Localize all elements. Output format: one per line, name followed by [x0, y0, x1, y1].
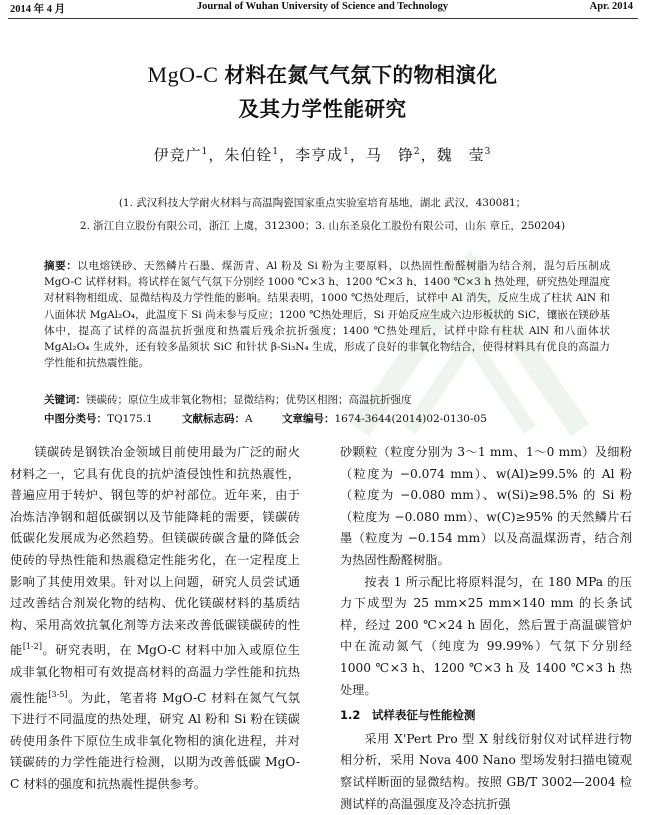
article-id: 文章编号：1674-3644(2014)02-0130-05 — [281, 413, 487, 425]
citation[interactable]: [3-5] — [48, 689, 68, 699]
affiliation-line1: (1. 武汉科技大学耐火材料与高温陶瓷国家重点实验室培育基地，湖北 武汉，430081； — [118, 197, 527, 209]
abstract-text: 以电熔镁砂、天然鳞片石墨、煤沥青、Al 粉及 Si 粉为主要原料，以热固性酚醛树脂为结合剂，混匀后压制成 MgO-C 试样材料。将试样在氮气气氛下分别经 1000 ℃×3 h、1200 ℃×3 h、1400 ℃×3 h 热处理，研究热处理温度对材料物相组成、显微结构及力学性能的影响。结果表明，1000 ℃热处理后，试样中 Al 消失，反应生成了柱状 AlN 和八面体状 MgAl₂O₄，此温度下 Si 尚未参与反应；1200 ℃热处理后，Si 开始反应生成六边形板状的 SiC，镶嵌在镁砂基体中，提高了试样的高温抗折强度和热震后残余抗折强度；1400 ℃热处理后，试样中除有柱状 AlN 和八面体状 MgAl₂O₄ 生成外，还有较多晶须状 SiC 和针状 β-Si₃N₄ 生成，形成了良好的非氧化物结合，使得材料具有优良的高温力学性能和抗热震性能。 — [44, 260, 611, 370]
materials-paragraph: 砂颗粒（粒度分别为 3～1 mm、1～0 mm）及细粉（粒度为 −0.074 mm）、w(Al)≥99.5% 的 Al 粉（粒度为 −0.080 mm）、w(Si)≥98.5% 的 Si 粉（粒度为 −0.080 mm）、w(C)≥95% 的天然鳞片石墨（粒度为 −0.154 mm）以及高温煤沥青，结合剂为热固性酚醛树脂。 — [340, 445, 632, 567]
author: 伊竞广$^1$， — [153, 146, 225, 164]
procedure-paragraph: 按表 1 所示配比将原料混匀，在 180 MPa 的压力下成型为 25 mm×25 mm×140 mm 的长条试样，经过 200 ℃×24 h 固化，然后置于高温碳管炉中在流动氮气（纯度为 99.99%）气氛下分别经 1000 ℃×3 h、1200 ℃×3 h 及 1400 ℃×3 h 热处理。 — [340, 574, 632, 697]
section-heading: 1.2 试样表征与性能检测 — [340, 708, 476, 723]
body-column-right — [340, 442, 632, 815]
author: 朱伯铨$^1$， — [224, 146, 296, 164]
abstract-label: 摘要： — [44, 260, 78, 272]
journal-name: Journal of Wuhan University of Science and Technology — [196, 1, 449, 12]
abstract — [44, 258, 610, 371]
running-header — [0, 0, 645, 20]
author: 马 铮$^2$， — [365, 146, 437, 164]
classification-line — [44, 411, 610, 426]
body-column-left — [10, 442, 300, 796]
author-list — [0, 144, 645, 165]
keywords-text: 镁碳砖；原位生成非氧化物相；显微结构；优势区相图；高温抗折强度 — [86, 394, 412, 406]
keywords-label: 关键词： — [44, 394, 86, 406]
clc-number: 中图分类号：TQ175.1 — [44, 413, 153, 425]
citation[interactable]: [1-2] — [22, 642, 42, 652]
characterization-paragraph: 采用 X'Pert Pro 型 X 射线衍射仪对试样进行物相分析，采用 Nova 400 Nano 型场发射扫描电镜观察试样断面的显微结构。按照 GB/T 3002—2004 检测试样的高温强度及冷态抗折强 — [340, 731, 632, 811]
affiliation-line2: 2. 浙江自立股份有限公司，浙江 上虞，312300；3. 山东圣泉化工股份有限公司，山东 章丘，250204) — [79, 220, 566, 232]
header-rule — [8, 18, 638, 19]
author: 魏 莹$^3$ — [436, 146, 492, 164]
issue-date-cn: 2014 年 4 月 — [10, 4, 66, 15]
keywords — [44, 392, 610, 407]
document-code: 文献标志码：A — [182, 413, 253, 425]
paper-title-line1: MgO-C 材料在氮气气氛下的物相演化 — [147, 62, 498, 87]
intro-paragraph: 镁碳砖是钢铁冶金领域目前使用最为广泛的耐火材料之一，它具有优良的抗炉渣侵蚀性和抗热震性，普遍应用于转炉、钢包等的炉衬部位。近年来，由于冶炼洁净钢和超低碳钢以及节能降耗的需要，镁碳砖低碳化发展成为必然趋势。但镁碳砖碳含量的降低会使砖的导热性能和热震稳定性能劣化，在一定程度上影响了其使用效果。针对以上问题，研究人员尝试通过改善结合剂炭化物的结构、优化镁碳材料的基质结构、采用高效抗氧化剂等方法来改善低碳镁碳砖的性能[1-2]。研究表明，在 MgO-C 材料中加入或原位生成非氧化物相可有效提高材料的高温力学性能和抗热震性能[3-5]。为此，笔者将 MgO-C 材料在氮气气氛下进行不同温度的热处理，研究 Al 粉和 Si 粉在镁碳砖使用条件下原位生成非氧化物相的演化进程，并对镁碳砖的力学性能进行检测，以期为改善低碳 MgO-C 材料的强度和抗热震性提供参考。 — [10, 445, 300, 792]
issue-date-en: Apr. 2014 — [589, 1, 633, 12]
paper-title-line2: 及其力学性能研究 — [238, 97, 407, 121]
author: 李亨成$^1$， — [295, 146, 366, 164]
